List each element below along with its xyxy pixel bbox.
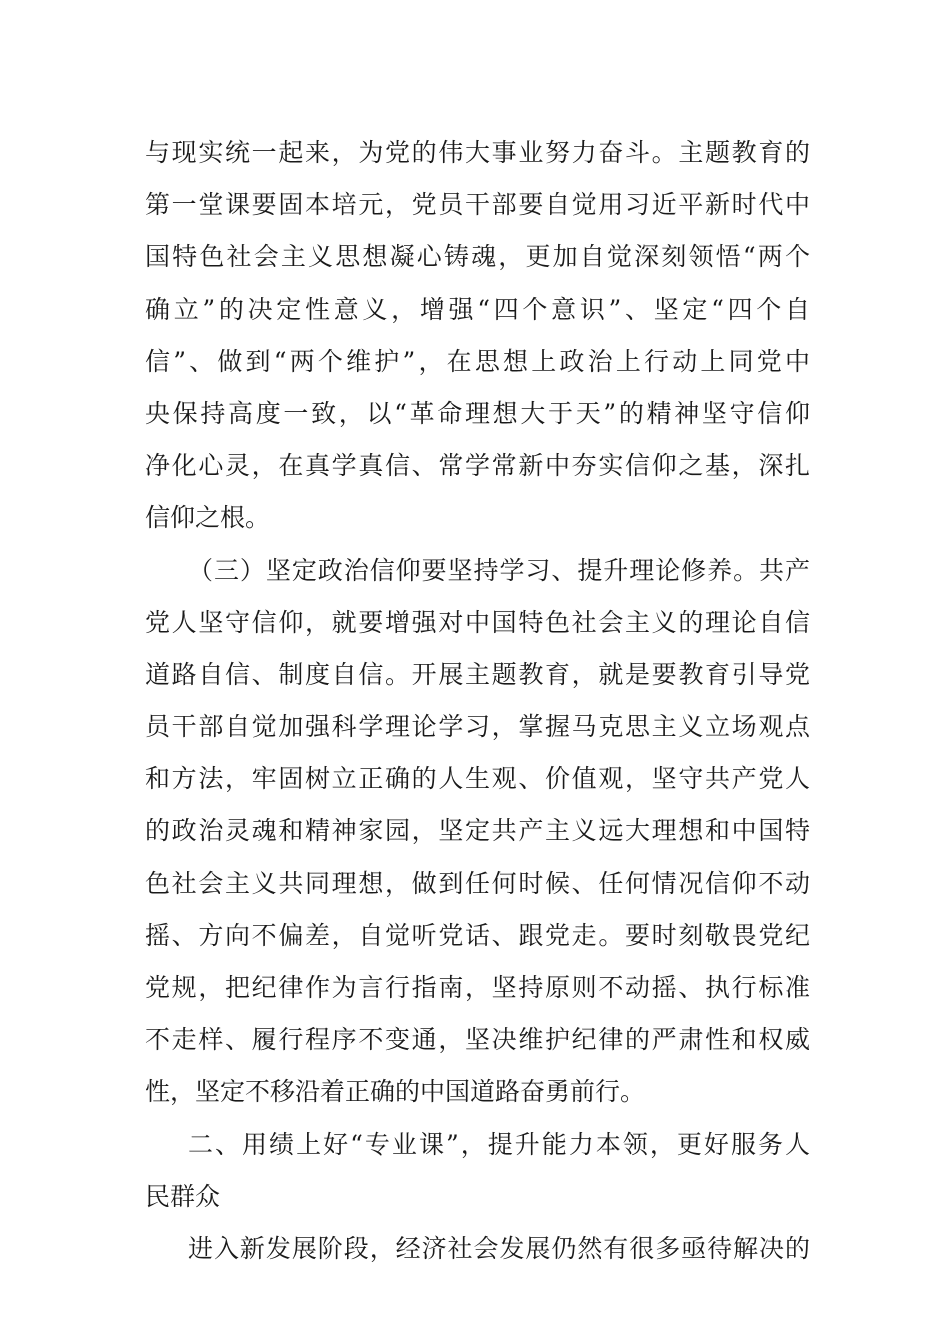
section-two-heading-line: 二、用绩上好“专业课”，提升能力本领，更好服务人 (188, 1129, 810, 1159)
text-line: 道路自信、制度自信。开展主题教育，就是要教育引导党 (145, 659, 810, 689)
section-three-heading-line: （三）坚定政治信仰要坚持学习、提升理论修养。共产 (188, 555, 810, 585)
document-body (145, 127, 810, 1275)
text-line: 员干部自觉加强科学理论学习，掌握马克思主义立场观点 (145, 712, 810, 742)
text-line: 党规，把纪律作为言行指南，坚持原则不动摇、执行标准 (145, 973, 810, 1002)
text-line: 和方法，牢固树立正确的人生观、价值观，坚守共产党人 (145, 764, 810, 794)
text-line: 与现实统一起来，为党的伟大事业努力奋斗。主题教育的 (145, 138, 810, 167)
text-line: 央保持高度一致，以“革命理想大于天”的精神坚守信仰 (145, 398, 810, 428)
text-line: 净化心灵，在真学真信、常学常新中夯实信仰之基，深扎 (145, 451, 810, 481)
text-line: 不走样、履行程序不变通，坚决维护纪律的严肃性和权威 (145, 1025, 810, 1055)
section-two-heading-line: 民群众 (145, 1181, 221, 1211)
text-line: 第一堂课要固本培元，党员干部要自觉用习近平新时代中 (145, 190, 810, 220)
text-line: 摇、方向不偏差，自觉听党话、跟党走。要时刻敬畏党纪 (145, 920, 810, 950)
text-line: 信”、做到“两个维护”，在思想上政治上行动上同党中 (145, 346, 810, 376)
text-line: 进入新发展阶段，经济社会发展仍然有很多亟待解决的 (188, 1233, 810, 1263)
text-line: 国特色社会主义思想凝心铸魂，更加自觉深刻领悟“两个 (145, 242, 810, 272)
text-line: 信仰之根。 (145, 503, 271, 533)
text-line: 色社会主义共同理想，做到任何时候、任何情况信仰不动 (145, 868, 810, 898)
text-line: 性，坚定不移沿着正确的中国道路奋勇前行。 (145, 1077, 646, 1107)
text-line: 党人坚守信仰，就要增强对中国特色社会主义的理论自信 (145, 607, 810, 637)
text-line: 的政治灵魂和精神家园，坚定共产主义远大理想和中国特 (145, 816, 810, 846)
text-line: 确立”的决定性意义，增强“四个意识”、坚定“四个自 (145, 294, 810, 324)
